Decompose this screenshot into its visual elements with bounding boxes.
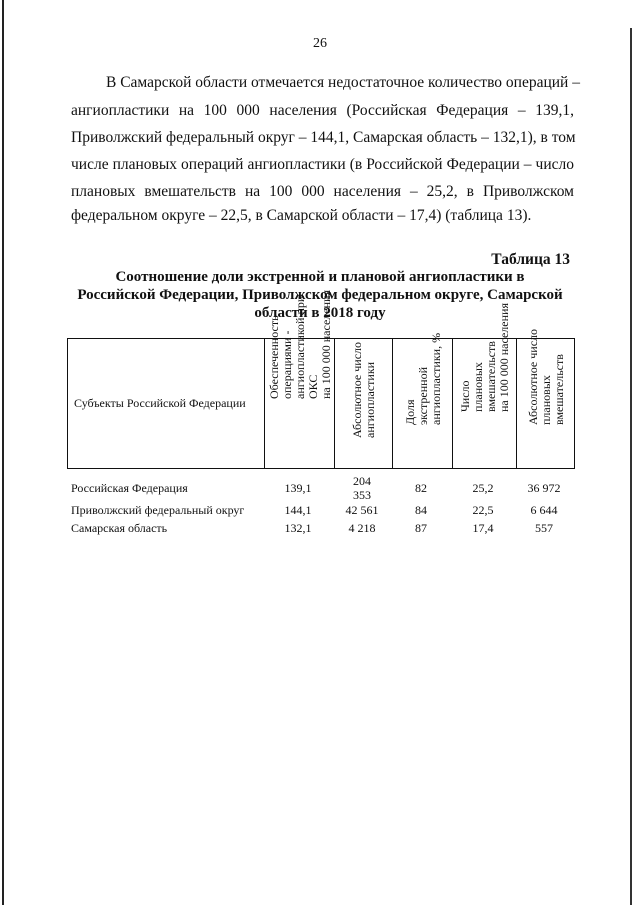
caption-line: Российской Федерации, Приволжском федеральном округе, Самарской (77, 287, 563, 303)
row-planned-rate: 25,2 (472, 481, 494, 495)
row-subject: Российская Федерация (71, 481, 188, 495)
row-planned-rate: 17,4 (472, 521, 494, 535)
scan-right-edge (630, 28, 632, 905)
row-planned-rate: 22,5 (472, 503, 494, 517)
paragraph-line: Приволжский федеральный округ – 144,1, Самарская область – 132,1), в том (71, 129, 576, 146)
row-planned-absolute: 36 972 (527, 481, 561, 495)
row-subject: Самарская область (71, 521, 168, 535)
header-absolute-cell (334, 339, 392, 468)
row-emergency-share: 82 (415, 481, 427, 495)
header-subject-cell (68, 339, 264, 468)
caption-line: области в 2018 году (254, 305, 386, 321)
header-absolute: Абсолютное число ангиопластики (349, 341, 377, 438)
paragraph-line: плановых вмешательств на 100 000 населения – 25,2, в Приволжском (71, 183, 574, 200)
header-emergency-share-cell (392, 332, 452, 468)
header-planned-rate: Число плановых вмешательств на 100 000 населения (457, 303, 511, 412)
paragraph-line: числе плановых операций ангиопластики (в Российской Федерации – число (71, 156, 574, 173)
header-availability: Обеспеченность операциями - ангиопластикой при ОКС на 100 000 населения (266, 290, 333, 399)
header-emergency-share: Доля экстренной ангиопластики, % (402, 332, 443, 425)
row-subject: Приволжский федеральный округ (71, 503, 245, 517)
header-subject: Субъекты Российской Федерации (74, 396, 246, 410)
row-planned-absolute: 557 (535, 521, 553, 535)
paragraph-line: федеральном округе – 22,5, в Самарской области – 17,4) (таблица 13). (71, 207, 532, 224)
row-emergency-share: 84 (415, 503, 427, 517)
header-planned-rate-cell (452, 303, 516, 468)
row-planned-absolute: 6 644 (530, 503, 558, 517)
paragraph-line: ангиопластики на 100 000 населения (Российская Федерация – 139,1, (71, 102, 574, 119)
scan-left-edge (2, 0, 4, 905)
row-availability: 144,1 (284, 503, 312, 517)
paragraph-line: В Самарской области отмечается недостаточное количество операций – (106, 74, 580, 91)
row-emergency-share: 87 (415, 521, 427, 535)
row-absolute: 4 218 (348, 521, 376, 535)
header-planned-absolute: Абсолютное число плановых вмешательств (525, 328, 566, 425)
row-availability: 139,1 (284, 481, 312, 495)
row-absolute: 42 561 (345, 503, 379, 517)
caption-line: Соотношение доли экстренной и плановой ангиопластики в (115, 269, 525, 285)
row-availability: 132,1 (284, 521, 312, 535)
row-absolute: 204 353 (353, 474, 371, 502)
header-planned-absolute-cell (516, 328, 574, 468)
table-label: Таблица 13 (491, 251, 570, 268)
page-number: 26 (313, 36, 327, 51)
